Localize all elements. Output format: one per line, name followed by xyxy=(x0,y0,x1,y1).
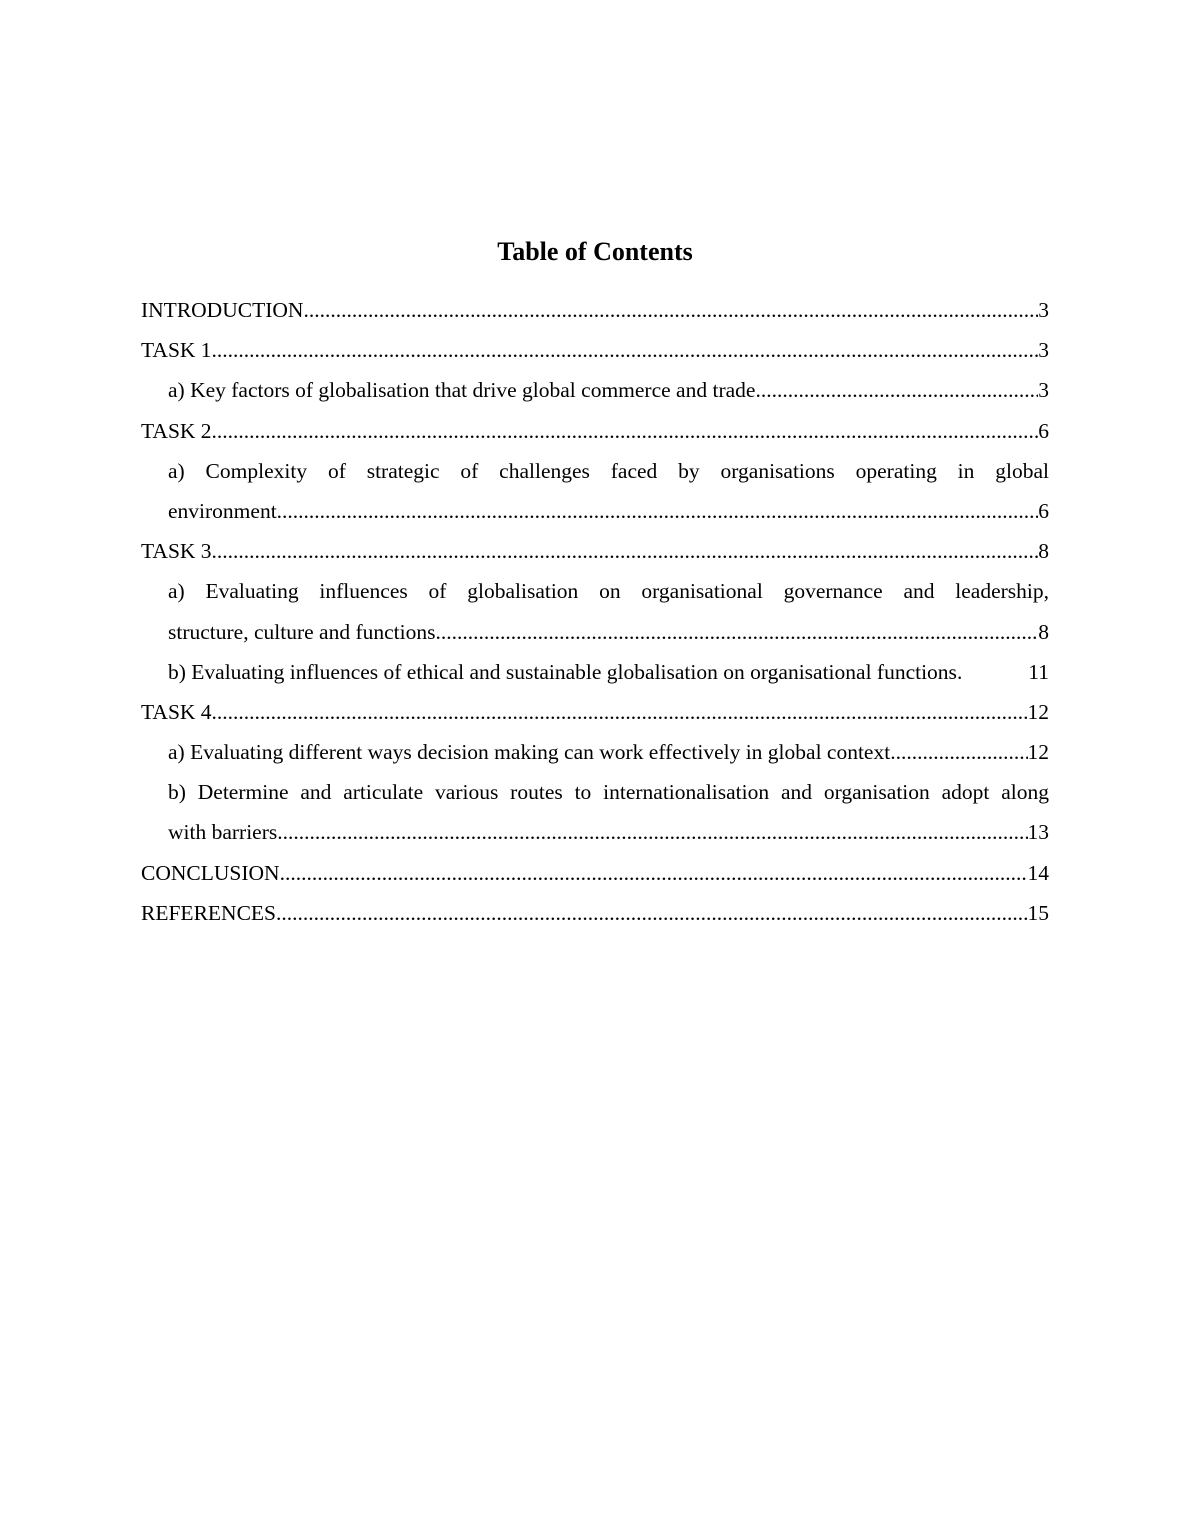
dot-leader xyxy=(277,812,1027,852)
toc-entry-label: TASK 4 xyxy=(141,699,212,724)
toc-entry-task-2[interactable] xyxy=(141,411,1049,451)
toc-entry-label: TASK 2 xyxy=(141,418,212,443)
toc-entry-label: with barriers xyxy=(168,820,278,845)
toc-entry-conclusion[interactable] xyxy=(141,853,1049,893)
toc-page-number: 12 xyxy=(1027,699,1049,724)
toc-page-number: 15 xyxy=(1027,900,1049,925)
toc-page-number: 3 xyxy=(1038,338,1049,363)
toc-page-number: 8 xyxy=(1038,619,1049,644)
toc-page-number: 6 xyxy=(1038,498,1049,523)
toc-entry-task-4b[interactable] xyxy=(168,772,1049,852)
dot-leader xyxy=(303,290,1038,330)
toc-entry-label-line-1: a) Evaluating influences of globalisation on organisational governance and leadership, xyxy=(168,579,1049,604)
toc-page-number: 14 xyxy=(1027,860,1049,885)
dot-leader xyxy=(957,652,961,692)
dot-leader xyxy=(277,491,1039,531)
toc-entry-task-3b[interactable] xyxy=(168,652,1049,692)
toc-page-number: 12 xyxy=(1027,740,1049,765)
toc-entry-references[interactable] xyxy=(141,893,1049,933)
toc-page-number: 3 xyxy=(1038,378,1049,403)
toc-entry-label: INTRODUCTION xyxy=(141,298,304,322)
toc-title: Table of Contents xyxy=(497,237,693,266)
dot-leader xyxy=(212,692,1028,732)
toc-entry-label: structure, culture and functions xyxy=(168,619,436,644)
toc-entry-label: REFERENCES xyxy=(141,900,276,925)
toc-entry-label: environment xyxy=(168,498,277,523)
toc-entry-label-line-1: b) Determine and articulate various routes to internationalisation and organisation adopt along xyxy=(168,780,1049,805)
toc-entry-label: a) Evaluating different ways decision making can work effectively in global context xyxy=(168,740,891,765)
toc-page-number: 8 xyxy=(1038,539,1049,564)
table-of-contents xyxy=(141,290,1049,933)
toc-page-number: 13 xyxy=(1027,820,1049,845)
toc-entry-task-1[interactable] xyxy=(141,330,1049,370)
dot-leader xyxy=(212,330,1039,370)
toc-entry-label-line-1: a) Complexity of strategic of challenges faced by organisations operating in global xyxy=(168,458,1049,483)
toc-entry-label: a) Key factors of globalisation that drive global commerce and trade xyxy=(168,378,756,403)
dot-leader xyxy=(280,853,1028,893)
toc-entry-label: b) Evaluating influences of ethical and sustainable globalisation on organisational functions xyxy=(168,659,957,684)
toc-entry-introduction[interactable] xyxy=(141,290,1049,330)
dot-leader xyxy=(212,531,1039,571)
dot-leader xyxy=(755,370,1038,410)
toc-entry-label: CONCLUSION xyxy=(141,860,280,885)
toc-page-number: 3 xyxy=(1038,298,1049,322)
toc-entry-task-4a[interactable] xyxy=(168,732,1049,772)
toc-entry-label: TASK 3 xyxy=(141,539,212,564)
toc-entry-task-3[interactable] xyxy=(141,531,1049,571)
dot-leader xyxy=(212,411,1039,451)
dot-leader xyxy=(890,732,1027,772)
toc-entry-task-2a[interactable] xyxy=(168,451,1049,531)
toc-entry-task-1a[interactable] xyxy=(168,370,1049,410)
toc-entry-task-3a[interactable] xyxy=(168,571,1049,651)
dot-leader xyxy=(435,612,1038,652)
toc-page-number: 11 xyxy=(1028,659,1049,684)
toc-page-number: 6 xyxy=(1038,418,1049,443)
toc-entry-task-4[interactable] xyxy=(141,692,1049,732)
dot-leader xyxy=(276,893,1028,933)
toc-entry-label: TASK 1 xyxy=(141,338,212,363)
